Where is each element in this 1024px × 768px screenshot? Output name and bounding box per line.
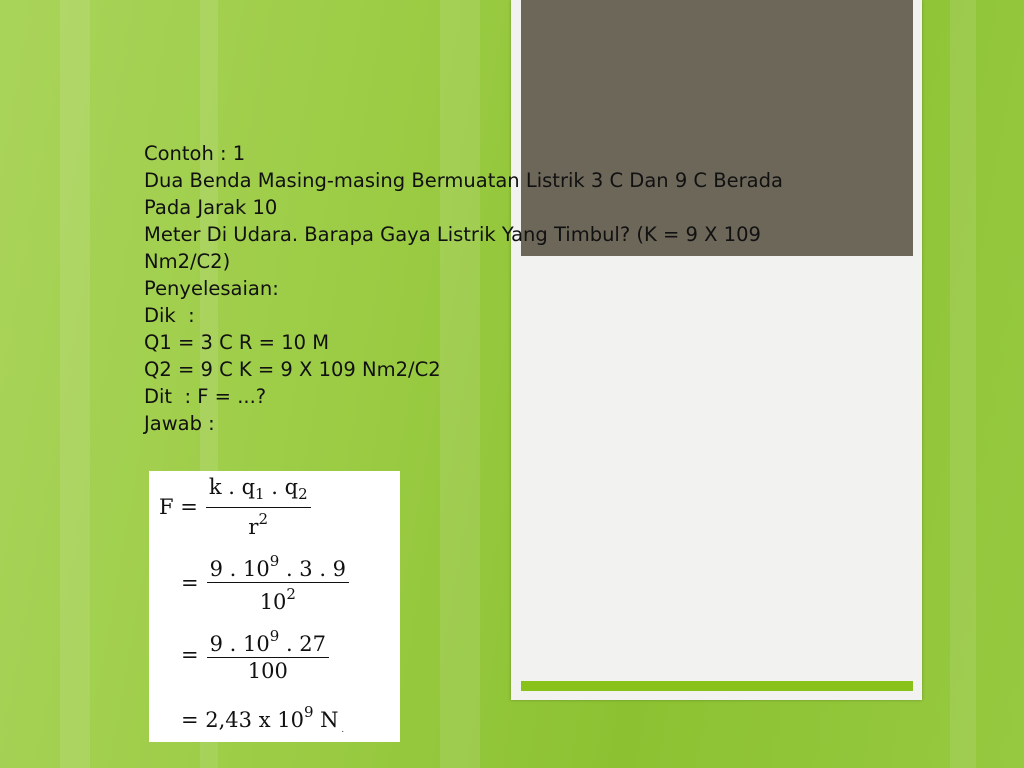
- text-line: Jawab :: [144, 412, 215, 435]
- text-line: Dit : F = ...?: [144, 385, 267, 408]
- fraction: [207, 625, 329, 684]
- text-line: Dik :: [144, 304, 195, 327]
- text-line: Q1 = 3 C R = 10 M: [144, 331, 330, 354]
- text-line: Nm2/C2): [144, 250, 231, 273]
- denominator: $r^2$: [248, 510, 269, 540]
- denominator: 100: [247, 659, 288, 683]
- text-line: Contoh : 1: [144, 142, 246, 165]
- formula-row-1: [159, 474, 311, 540]
- text-line: Meter Di Udara. Barapa Gaya Listrik Yang Timbul? (K = 9 X 109: [144, 223, 761, 246]
- slide-text: [144, 140, 884, 437]
- formula-result: = 2,43 x $10^9$ N: [181, 703, 339, 732]
- denominator: $10^2$: [259, 585, 296, 614]
- formula-lhs: F =: [159, 495, 198, 520]
- text-line: Pada Jarak 10: [144, 196, 278, 219]
- formula-mark: .: [341, 725, 344, 734]
- formula-image: [149, 471, 400, 742]
- accent-bar: [521, 681, 913, 691]
- text-line: Dua Benda Masing-masing Bermuatan Listrik 3 C Dan 9 C Berada: [144, 169, 783, 192]
- numerator: 9 . $10^9$ . 27: [207, 625, 329, 658]
- numerator: 9 . $10^9$ . 3 . 9: [207, 550, 349, 583]
- background-stripe: [60, 0, 90, 768]
- formula-lhs: =: [181, 570, 199, 595]
- background-stripe: [950, 0, 976, 768]
- formula-row-4: [181, 705, 339, 732]
- formula-row-2: [181, 550, 349, 615]
- fraction: [206, 474, 311, 540]
- numerator: k . $q_1$ . $q_2$: [206, 474, 311, 508]
- formula-row-3: [181, 625, 329, 684]
- fraction: [207, 550, 349, 615]
- text-line: Penyelesaian:: [144, 277, 279, 300]
- formula-lhs: =: [181, 642, 199, 667]
- text-line: Q2 = 9 C K = 9 X 109 Nm2/C2: [144, 358, 441, 381]
